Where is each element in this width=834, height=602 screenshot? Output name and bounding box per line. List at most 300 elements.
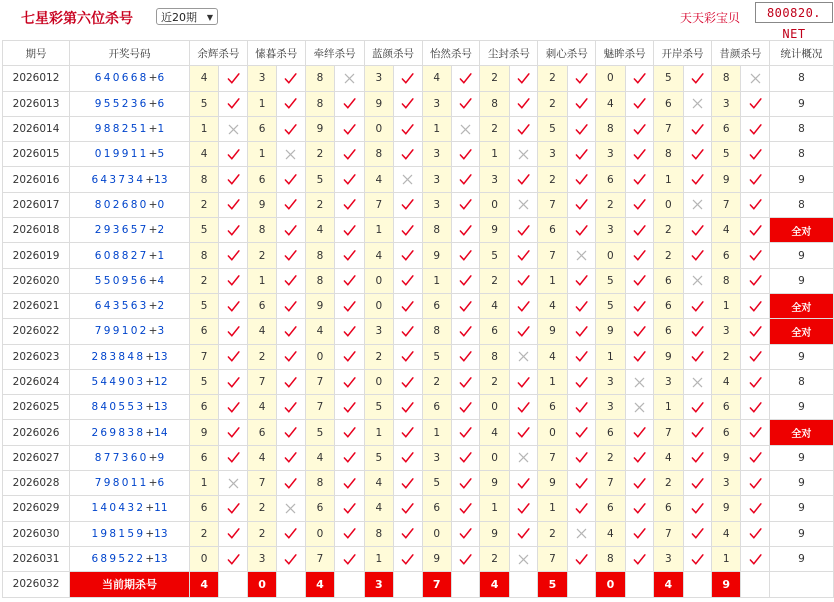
table-row	[3, 167, 834, 192]
kill-number-cell: 3	[596, 218, 625, 243]
stat-cell: 8	[769, 369, 833, 394]
kill-number-cell: 8	[711, 66, 740, 91]
cross-icon	[509, 192, 537, 217]
kill-number-cell: 6	[596, 420, 625, 445]
table-row	[3, 344, 834, 369]
check-icon	[394, 395, 422, 420]
kill-number-cell: 3	[422, 142, 451, 167]
check-icon	[741, 319, 769, 344]
kill-number-cell: 0	[364, 369, 393, 394]
table-row	[3, 192, 834, 217]
kill-number-cell: 2	[538, 167, 567, 192]
check-icon	[625, 344, 653, 369]
check-icon	[451, 243, 479, 268]
kill-number-cell: 1	[596, 344, 625, 369]
period-cell: 2026031	[3, 546, 70, 571]
kill-number-cell: 4	[596, 521, 625, 546]
check-icon	[335, 116, 364, 141]
cross-icon	[509, 445, 537, 470]
check-icon	[335, 445, 364, 470]
period-cell: 2026020	[3, 268, 70, 293]
check-icon	[219, 369, 247, 394]
stat-cell: 9	[769, 496, 833, 521]
kill-number-cell: 1	[538, 496, 567, 521]
check-icon	[741, 496, 769, 521]
period-cell: 2026026	[3, 420, 70, 445]
cross-icon	[509, 546, 537, 571]
check-icon	[277, 319, 305, 344]
draw-numbers-cell	[70, 218, 190, 243]
check-icon	[335, 218, 364, 243]
check-icon	[335, 293, 364, 318]
table-row	[3, 243, 834, 268]
check-icon	[394, 142, 422, 167]
check-icon	[394, 471, 422, 496]
check-icon	[277, 91, 305, 116]
check-icon	[394, 496, 422, 521]
kill-number-cell: 7	[654, 420, 683, 445]
check-icon	[625, 471, 653, 496]
kill-number-cell: 8	[364, 521, 393, 546]
check-icon	[509, 395, 537, 420]
draw-numbers: 550956	[94, 274, 149, 287]
column-header: 尘封杀号	[480, 41, 538, 66]
stat-cell: 8	[769, 116, 833, 141]
kill-number-cell: 1	[422, 116, 451, 141]
period-range-value: 近20期	[161, 11, 197, 24]
kill-number-cell: 8	[189, 243, 218, 268]
kill-number-cell: 6	[711, 116, 740, 141]
table-row	[3, 293, 834, 318]
draw-numbers: 988251	[94, 123, 149, 136]
period-cell: 2026015	[3, 142, 70, 167]
plus-sign: +	[148, 477, 158, 490]
check-icon	[277, 293, 305, 318]
check-icon	[394, 192, 422, 217]
kill-number-cell: 9	[189, 420, 218, 445]
kill-number-cell: 9	[422, 546, 451, 571]
kill-number-cell: 4	[247, 319, 276, 344]
kill-number-cell: 1	[538, 268, 567, 293]
check-icon	[219, 142, 247, 167]
kill-number-cell: 4	[364, 496, 393, 521]
kill-number-cell: 8	[247, 218, 276, 243]
bonus-number: 6	[157, 477, 165, 490]
kill-number-cell: 6	[247, 167, 276, 192]
kill-number-cell: 4	[189, 142, 218, 167]
kill-number-cell: 4	[247, 395, 276, 420]
check-icon	[219, 293, 247, 318]
check-icon	[683, 420, 711, 445]
kill-number-cell: 2	[189, 521, 218, 546]
check-icon	[509, 471, 537, 496]
cross-icon	[683, 91, 711, 116]
kill-number-cell: 3	[364, 319, 393, 344]
check-icon	[741, 91, 769, 116]
kill-number-cell: 2	[247, 521, 276, 546]
check-icon	[451, 521, 479, 546]
kill-number-cell: 2	[654, 243, 683, 268]
cross-icon	[509, 142, 537, 167]
kill-number-cell: 9	[654, 344, 683, 369]
check-icon	[451, 268, 479, 293]
cross-icon	[683, 369, 711, 394]
plus-sign: +	[145, 173, 155, 186]
check-icon	[394, 268, 422, 293]
kill-number-cell: 3	[247, 546, 276, 571]
empty-cell	[394, 572, 422, 597]
current-kill-number: 4	[654, 572, 683, 597]
draw-numbers: 608827	[94, 249, 149, 262]
bonus-number: 3	[157, 325, 165, 338]
kill-number-cell: 0	[305, 521, 334, 546]
kill-number-cell: 1	[711, 293, 740, 318]
stat-cell: 9	[769, 91, 833, 116]
kill-number-cell: 2	[654, 471, 683, 496]
check-icon	[567, 496, 595, 521]
check-icon	[394, 369, 422, 394]
current-period-row	[3, 572, 834, 597]
kill-number-cell: 6	[654, 496, 683, 521]
kill-number-cell: 1	[189, 116, 218, 141]
check-icon	[451, 66, 479, 91]
check-icon	[741, 293, 769, 318]
period-cell: 2026018	[3, 218, 70, 243]
check-icon	[335, 243, 364, 268]
kill-number-cell: 9	[247, 192, 276, 217]
kill-number-cell: 7	[247, 471, 276, 496]
period-cell: 2026019	[3, 243, 70, 268]
kill-number-cell: 7	[538, 192, 567, 217]
kill-number-cell: 8	[422, 319, 451, 344]
site-logo[interactable]: 800820. NET	[755, 2, 833, 23]
kill-number-cell: 2	[422, 369, 451, 394]
check-icon	[394, 546, 422, 571]
bonus-number: 1	[157, 249, 165, 262]
kill-number-cell: 6	[422, 293, 451, 318]
kill-number-cell: 1	[422, 420, 451, 445]
empty-cell	[769, 572, 833, 597]
bonus-number: 11	[154, 502, 168, 515]
period-range-select[interactable]	[156, 8, 218, 25]
check-icon	[625, 142, 653, 167]
kill-number-cell: 1	[538, 369, 567, 394]
check-icon	[394, 243, 422, 268]
draw-numbers-cell	[70, 116, 190, 141]
kill-number-cell: 7	[654, 116, 683, 141]
draw-numbers-cell	[70, 344, 190, 369]
check-icon	[567, 395, 595, 420]
stat-cell: 9	[769, 167, 833, 192]
check-icon	[741, 521, 769, 546]
kill-number-cell: 9	[538, 319, 567, 344]
draw-numbers-cell	[70, 395, 190, 420]
current-kill-number: 9	[711, 572, 740, 597]
check-icon	[394, 445, 422, 470]
kill-number-table	[2, 40, 834, 598]
kill-number-cell: 6	[654, 319, 683, 344]
cross-icon	[683, 268, 711, 293]
check-icon	[451, 218, 479, 243]
kill-number-cell: 2	[247, 496, 276, 521]
kill-number-cell: 0	[480, 192, 509, 217]
cross-icon	[567, 243, 595, 268]
check-icon	[567, 116, 595, 141]
kill-number-cell: 8	[364, 142, 393, 167]
kill-number-cell: 8	[711, 268, 740, 293]
kill-number-cell: 3	[596, 142, 625, 167]
cross-icon	[683, 192, 711, 217]
check-icon	[335, 521, 364, 546]
empty-cell	[219, 572, 247, 597]
check-icon	[451, 420, 479, 445]
table-row	[3, 91, 834, 116]
draw-numbers: 877360	[94, 451, 149, 464]
kill-number-cell: 2	[189, 268, 218, 293]
check-icon	[451, 445, 479, 470]
check-icon	[567, 192, 595, 217]
kill-number-cell: 4	[711, 218, 740, 243]
kill-number-cell: 4	[596, 91, 625, 116]
cross-icon	[451, 116, 479, 141]
stat-cell: 9	[769, 395, 833, 420]
kill-number-cell: 6	[422, 496, 451, 521]
column-header: 开岸杀号	[654, 41, 712, 66]
kill-number-cell: 6	[305, 496, 334, 521]
column-header: 魅眸杀号	[596, 41, 654, 66]
check-icon	[219, 521, 247, 546]
kill-number-cell: 2	[596, 445, 625, 470]
kill-number-cell: 8	[596, 116, 625, 141]
check-icon	[451, 91, 479, 116]
bonus-number: 5	[157, 148, 165, 161]
check-icon	[741, 116, 769, 141]
table-header	[3, 41, 834, 66]
check-icon	[451, 142, 479, 167]
check-icon	[567, 293, 595, 318]
check-icon	[567, 218, 595, 243]
kill-number-cell: 6	[654, 91, 683, 116]
plus-sign: +	[148, 224, 158, 237]
kill-number-cell: 6	[189, 319, 218, 344]
check-icon	[741, 268, 769, 293]
period-cell: 2026022	[3, 319, 70, 344]
kill-number-cell: 2	[596, 192, 625, 217]
plus-sign: +	[148, 97, 158, 110]
check-icon	[219, 192, 247, 217]
draw-numbers-cell	[70, 369, 190, 394]
empty-cell	[741, 572, 769, 597]
check-icon	[394, 344, 422, 369]
stat-cell: 9	[769, 546, 833, 571]
kill-number-cell: 8	[305, 471, 334, 496]
check-icon	[625, 91, 653, 116]
check-icon	[335, 344, 364, 369]
kill-number-cell: 4	[305, 319, 334, 344]
kill-number-cell: 5	[480, 243, 509, 268]
kill-number-cell: 7	[305, 395, 334, 420]
check-icon	[451, 369, 479, 394]
draw-numbers-cell	[70, 496, 190, 521]
kill-number-cell: 1	[654, 395, 683, 420]
stat-cell: 9	[769, 521, 833, 546]
cross-icon	[219, 471, 247, 496]
period-cell: 2026021	[3, 293, 70, 318]
kill-number-cell: 2	[480, 369, 509, 394]
kill-number-cell: 5	[422, 471, 451, 496]
bonus-number: 2	[157, 300, 165, 313]
kill-number-cell: 6	[480, 319, 509, 344]
stat-cell: 9	[769, 445, 833, 470]
current-kill-number: 4	[189, 572, 218, 597]
check-icon	[683, 521, 711, 546]
check-icon	[509, 496, 537, 521]
check-icon	[335, 142, 364, 167]
kill-number-cell: 2	[480, 546, 509, 571]
kill-number-cell: 2	[189, 192, 218, 217]
period-cell: 2026014	[3, 116, 70, 141]
draw-numbers-cell	[70, 268, 190, 293]
kill-number-cell: 9	[538, 471, 567, 496]
kill-number-cell: 6	[422, 395, 451, 420]
kill-number-cell: 7	[305, 546, 334, 571]
current-kill-number: 7	[422, 572, 451, 597]
check-icon	[451, 546, 479, 571]
kill-number-cell: 2	[711, 344, 740, 369]
check-icon	[335, 192, 364, 217]
check-icon	[741, 395, 769, 420]
current-period-cell: 2026032	[3, 572, 70, 597]
bonus-number: 1	[157, 123, 165, 136]
bonus-number: 0	[157, 198, 165, 211]
check-icon	[683, 496, 711, 521]
table-row	[3, 66, 834, 91]
check-icon	[335, 420, 364, 445]
plus-sign: +	[148, 123, 158, 136]
check-icon	[219, 167, 247, 192]
check-icon	[394, 116, 422, 141]
check-icon	[219, 91, 247, 116]
check-icon	[741, 369, 769, 394]
draw-numbers-cell	[70, 293, 190, 318]
kill-number-cell: 5	[654, 66, 683, 91]
bonus-number: 6	[157, 72, 165, 85]
column-header: 余辉杀号	[189, 41, 247, 66]
plus-sign: +	[148, 274, 158, 287]
cross-icon	[219, 116, 247, 141]
all-correct-badge: 全对	[769, 293, 833, 318]
check-icon	[625, 66, 653, 91]
draw-numbers: 689522	[91, 553, 146, 566]
draw-numbers: 198159	[91, 527, 146, 540]
bonus-number: 9	[157, 451, 165, 464]
current-kill-number: 0	[247, 572, 276, 597]
check-icon	[741, 420, 769, 445]
kill-number-cell: 4	[422, 66, 451, 91]
column-header: 开奖号码	[70, 41, 190, 66]
table-row	[3, 420, 834, 445]
period-cell: 2026029	[3, 496, 70, 521]
bonus-number: 4	[157, 274, 165, 287]
table-row	[3, 116, 834, 141]
kill-number-cell: 8	[189, 167, 218, 192]
kill-number-cell: 1	[480, 496, 509, 521]
check-icon	[509, 116, 537, 141]
check-icon	[394, 420, 422, 445]
check-icon	[277, 192, 305, 217]
period-cell: 2026017	[3, 192, 70, 217]
cross-icon	[335, 66, 364, 91]
kill-number-cell: 4	[247, 445, 276, 470]
check-icon	[509, 218, 537, 243]
column-header: 蓝颜杀号	[364, 41, 422, 66]
kill-number-cell: 5	[189, 293, 218, 318]
kill-number-cell: 1	[711, 546, 740, 571]
all-correct-badge: 全对	[769, 218, 833, 243]
page-title: 七星彩第六位杀号	[21, 11, 133, 27]
kill-number-cell: 3	[422, 445, 451, 470]
kill-number-cell: 0	[596, 66, 625, 91]
draw-numbers: 643563	[94, 300, 149, 313]
check-icon	[625, 546, 653, 571]
kill-number-cell: 2	[305, 192, 334, 217]
check-icon	[451, 344, 479, 369]
kill-number-cell: 4	[364, 167, 393, 192]
draw-numbers: 640668	[94, 72, 149, 85]
kill-number-cell: 5	[305, 167, 334, 192]
kill-number-cell: 9	[596, 319, 625, 344]
check-icon	[625, 496, 653, 521]
check-icon	[567, 445, 595, 470]
check-icon	[567, 66, 595, 91]
plus-sign: +	[148, 148, 158, 161]
check-icon	[335, 319, 364, 344]
draw-numbers-cell	[70, 521, 190, 546]
period-cell: 2026028	[3, 471, 70, 496]
table-row	[3, 445, 834, 470]
draw-numbers-cell	[70, 243, 190, 268]
check-icon	[509, 91, 537, 116]
kill-number-cell: 2	[480, 116, 509, 141]
kill-number-cell: 0	[480, 395, 509, 420]
kill-number-cell: 5	[305, 420, 334, 445]
kill-number-cell: 4	[711, 369, 740, 394]
kill-number-cell: 7	[538, 546, 567, 571]
kill-number-cell: 1	[480, 142, 509, 167]
check-icon	[625, 167, 653, 192]
kill-number-cell: 0	[654, 192, 683, 217]
brand-text[interactable]: 天天彩宝贝	[680, 11, 741, 25]
check-icon	[277, 395, 305, 420]
kill-number-cell: 5	[189, 218, 218, 243]
table-row	[3, 319, 834, 344]
bonus-number: 6	[157, 97, 165, 110]
check-icon	[219, 218, 247, 243]
check-icon	[567, 319, 595, 344]
plus-sign: +	[145, 527, 155, 540]
kill-number-cell: 3	[711, 471, 740, 496]
stat-cell: 9	[769, 268, 833, 293]
kill-number-cell: 3	[247, 66, 276, 91]
kill-number-cell: 9	[480, 218, 509, 243]
check-icon	[625, 521, 653, 546]
cross-icon	[277, 142, 305, 167]
kill-number-cell: 6	[538, 218, 567, 243]
empty-cell	[567, 572, 595, 597]
check-icon	[683, 395, 711, 420]
stat-cell: 9	[769, 471, 833, 496]
check-icon	[741, 142, 769, 167]
